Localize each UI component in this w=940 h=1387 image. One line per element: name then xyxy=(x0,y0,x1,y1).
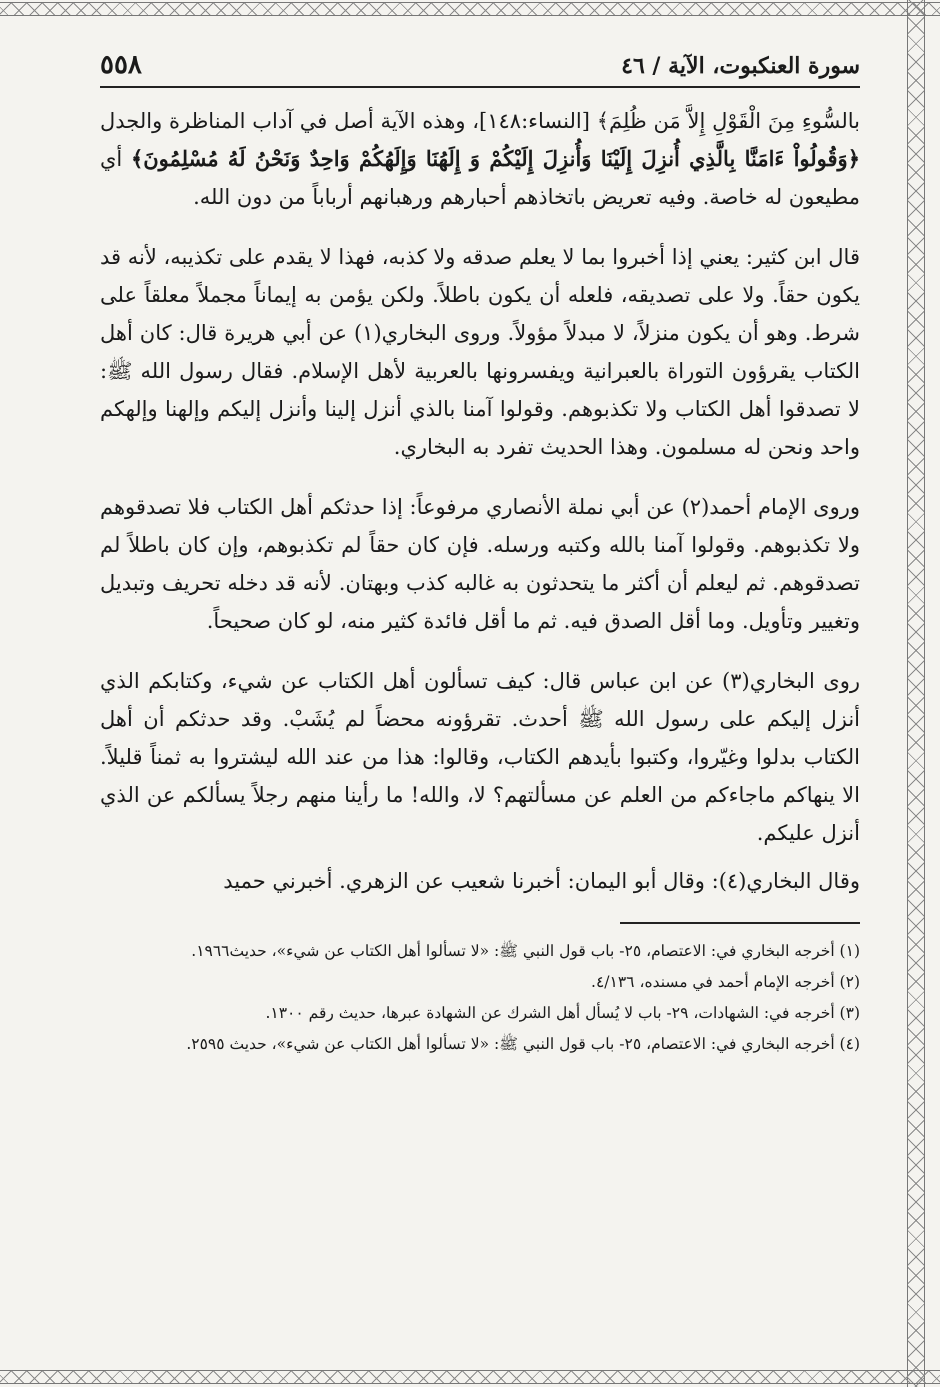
footnotes xyxy=(100,936,860,1060)
footnote-divider xyxy=(620,922,860,924)
page-header xyxy=(100,50,860,88)
decorative-border-top xyxy=(0,2,940,16)
chapter-title: سورة العنكبوت، الآية / ٤٦ xyxy=(621,53,860,79)
paragraph xyxy=(100,102,860,216)
paragraph xyxy=(100,862,860,900)
body-text xyxy=(100,102,860,900)
footnote: (٢) أخرجه الإمام أحمد في مسنده، ٤/١٣٦. xyxy=(591,973,860,991)
paragraph xyxy=(100,238,860,466)
decorative-border-bottom xyxy=(0,1370,940,1384)
page-number: ٥٥٨ xyxy=(100,50,142,80)
paragraph-text: وروى الإمام أحمد(٢) عن أبي نملة الأنصاري مرفوعاً: إذا حدثكم أهل الكتاب فلا تصدقوهم ولا تكذبوهم. وقولوا آمنا بالله وكتبه ورسله. فإن كان حقاً لم تكذبوهم، وإن كان باطلاً لم تصدقوهم. ثم ليعلم أن أكثر ما يتحدثون به غالبه كذب وبهتان. لأنه قد دخله تحريف وتبديل وتغيير وتأويل. وما أقل الصدق فيه. ثم ما أقل فائدة كثير منه، لو كان صحيحاً. xyxy=(100,495,860,633)
paragraph-text: وقال البخاري(٤): وقال أبو اليمان: أخبرنا شعيب عن الزهري. أخبرني حميد xyxy=(223,869,860,893)
paragraph-text: بالسُّوءِ مِنَ الْقَوْلِ إِلاَّ مَن ظُلِمَ﴾ [النساء:١٤٨]، وهذه الآية أصل في آداب المناظرة والجدل xyxy=(100,109,860,133)
footnote: (٣) أخرجه في: الشهادات، ٢٩- باب لا يُسأل أهل الشرك عن الشهادة عبرها، حديث رقم ١٣٠٠. xyxy=(265,1004,860,1022)
paragraph-text: أي مطيعون له خاصة. وفيه تعريض باتخاذهم أحبارهم ورهبانهم أرباباً من دون الله. xyxy=(100,147,860,209)
book-page xyxy=(100,50,860,1060)
paragraph xyxy=(100,488,860,640)
decorative-border-right xyxy=(907,0,925,1387)
footnote: (١) أخرجه البخاري في: الاعتصام، ٢٥- باب قول النبي ﷺ: «لا تسألوا أهل الكتاب عن شيء»، حديث١٩٦٦. xyxy=(191,942,860,960)
paragraph-text: قال ابن كثير: يعني إذا أخبروا بما لا يعلم صدقه ولا كذبه، فهذا لا يقدم على تكذيبه، لأنه قد يكون حقاً. ولا على تصديقه، فلعله أن يكون باطلاً. ولكن يؤمن به إيماناً مجملاً معلقاً على شرط. وهو أن يكون منزلاً، لا مبدلاً مؤولاً. وروى البخاري(١) عن أبي هريرة قال: كان أهل الكتاب يقرؤون التوراة بالعبرانية ويفسرونها بالعربية لأهل الإسلام. فقال رسول الله ﷺ: لا تصدقوا أهل الكتاب ولا تكذبوهم. وقولوا آمنا بالذي أنزل إلينا وأنزل إليكم وإلهنا وإلهكم واحد ونحن له مسلمون. وهذا الحديث تفرد به البخاري. xyxy=(100,245,860,459)
footnote: (٤) أخرجه البخاري في: الاعتصام، ٢٥- باب قول النبي ﷺ: «لا تسألوا أهل الكتاب عن شيء»، حديث ٢٥٩٥. xyxy=(186,1035,860,1053)
paragraph xyxy=(100,662,860,852)
quran-verse: ﴿وَقُولُواْ ءَامَنَّا بِالَّذِي أُنزِلَ إِلَيْنَا وَأُنزِلَ إِلَيْكُمْ وَ إِلَهُنَا وَإِلَهُكُمْ وَاحِدٌ وَنَحْنُ لَهُ مُسْلِمُونَ﴾ xyxy=(130,146,861,171)
paragraph-text: روى البخاري(٣) عن ابن عباس قال: كيف تسألون أهل الكتاب عن شيء، وكتابكم الذي أنزل إليكم على رسول الله ﷺ أحدث. تقرؤونه محضاً لم يُشَبْ. وقد حدثكم أن أهل الكتاب بدلوا وغيّروا، وكتبوا بأيدهم الكتاب، وقالوا: هذا من عند الله ليشتروا به ثمناً قليلاً. الا ينهاكم ماجاءكم من العلم عن مسألتهم؟ لا، والله! ما رأينا منهم رجلاً يسألكم عن الذي أنزل عليكم. xyxy=(100,669,860,845)
